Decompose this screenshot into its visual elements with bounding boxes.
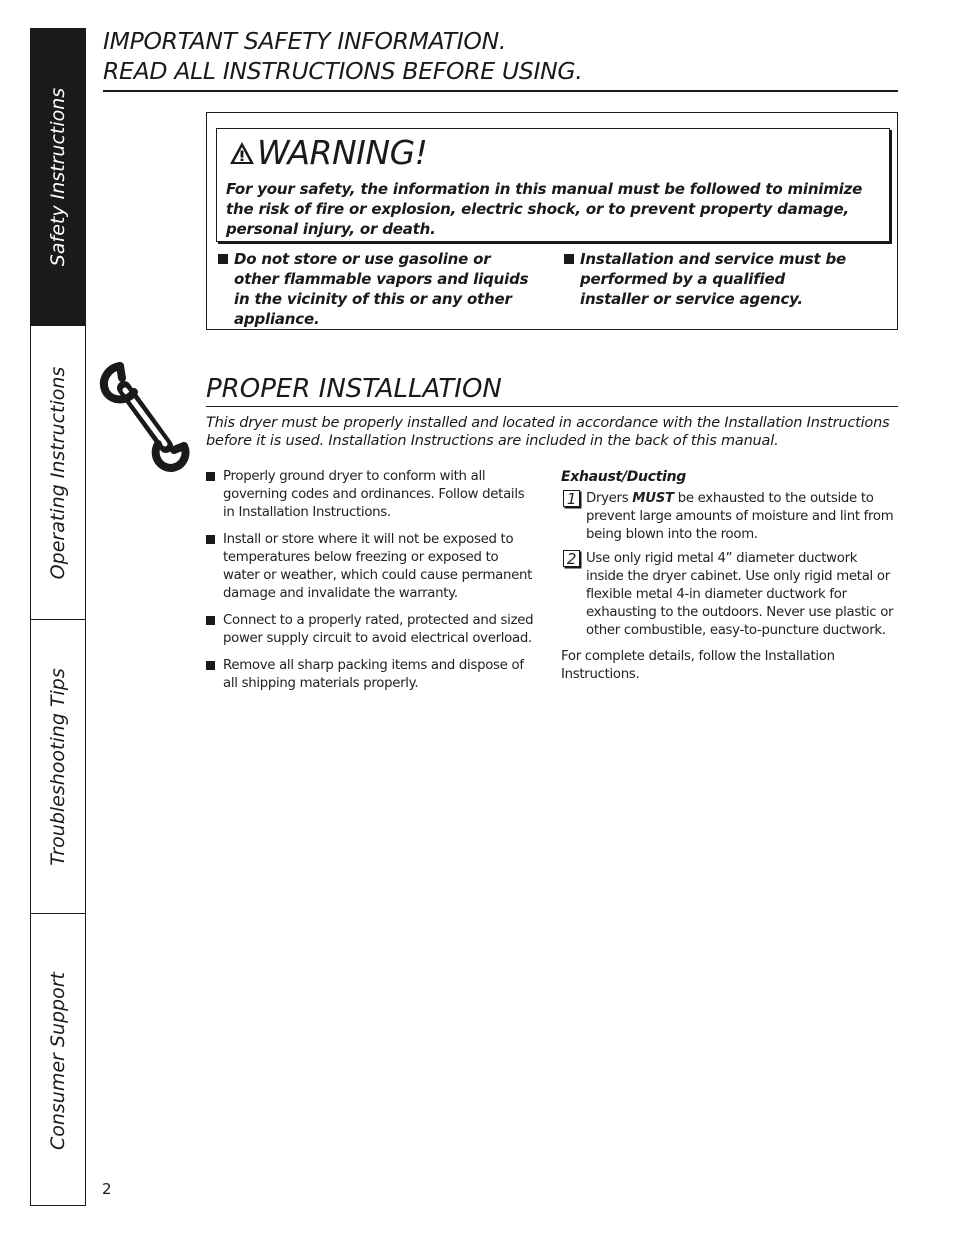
- warning-bullet: [218, 249, 538, 329]
- wrench-icon: [98, 362, 194, 474]
- step-number: 2: [563, 550, 580, 567]
- section-title: PROPER INSTALLATION: [206, 373, 898, 407]
- bullet-square-icon: [206, 472, 215, 481]
- list-item: [206, 657, 536, 693]
- bullet-square-icon: [206, 616, 215, 625]
- step-text: Dryers MUST be exhausted to the outside to prevent large amounts of moisture and lint from being blown into the room.: [586, 491, 894, 542]
- list-item: [206, 468, 536, 522]
- warning-text: For your safety, the information in this manual must be followed to minimize the risk of fire or explosion, electric shock, or to prevent property damage, personal injury, or death.: [226, 180, 863, 238]
- list-item: [206, 612, 536, 648]
- tab-label: Operating Instructions: [47, 366, 69, 579]
- list-item-text: Remove all sharp packing items and dispose of all shipping materials properly.: [223, 658, 524, 691]
- exhaust-step: [561, 490, 898, 544]
- exhaust-step: [561, 550, 898, 640]
- installation-bullet-list: [206, 468, 536, 702]
- tab-label: Consumer Support: [47, 971, 69, 1150]
- header-line-1: IMPORTANT SAFETY INFORMATION.: [103, 27, 507, 55]
- step-text: Use only rigid metal 4” diameter ductwork inside the dryer cabinet. Use only rigid metal or flexible metal 4-in diameter ductwork for exhausting to the outdoors. Never use plastic or other combustible, easy-to-puncture ductwork.: [586, 551, 894, 638]
- warning-bullet-text: Installation and service must be performed by a qualified installer or service agency.: [580, 250, 847, 308]
- tab-troubleshooting-tips[interactable]: [31, 620, 85, 914]
- bullet-square-icon: [218, 254, 228, 264]
- tab-label: Troubleshooting Tips: [47, 667, 69, 866]
- warning-inner-box: [216, 128, 890, 242]
- section-intro: This dryer must be properly installed and located in accordance with the Installation Instructions before it is used. Installation Instructions are included in the back of this manual.: [206, 415, 890, 449]
- exhaust-title: Exhaust/Ducting: [561, 469, 686, 485]
- tab-consumer-support[interactable]: [31, 914, 85, 1207]
- page-number: 2: [102, 1180, 112, 1198]
- step-emphasis: MUST: [632, 491, 674, 506]
- bullet-square-icon: [564, 254, 574, 264]
- warning-title-text: WARNING!: [257, 133, 428, 172]
- bullet-square-icon: [206, 535, 215, 544]
- tab-label: Safety Instructions: [47, 87, 69, 267]
- step-number: 1: [563, 490, 580, 507]
- tab-operating-instructions[interactable]: [31, 326, 85, 620]
- exhaust-footer: For complete details, follow the Installation Instructions.: [561, 649, 835, 682]
- header-line-2: READ ALL INSTRUCTIONS BEFORE USING.: [103, 57, 583, 85]
- list-item: [206, 531, 536, 603]
- list-item-text: Install or store where it will not be exposed to temperatures below freezing or exposed to water or weather, which could cause permanent damage and invalidate the warranty.: [223, 532, 533, 601]
- warning-bullet: [564, 249, 854, 309]
- side-tabs: [30, 28, 86, 1206]
- page-header: [103, 26, 898, 92]
- tab-safety-instructions[interactable]: [31, 29, 85, 326]
- warning-box: [206, 112, 898, 330]
- warning-title: [229, 133, 427, 172]
- list-item-text: Connect to a properly rated, protected and sized power supply circuit to avoid electrical overload.: [223, 613, 534, 646]
- list-item-text: Properly ground dryer to conform with all governing codes and ordinances. Follow details in Installation Instructions.: [223, 469, 525, 520]
- exhaust-ducting-section: [561, 468, 898, 684]
- bullet-square-icon: [206, 661, 215, 670]
- warning-triangle-icon: [229, 141, 255, 165]
- warning-bullet-text: Do not store or use gasoline or other flammable vapors and liquids in the vicinity of this or any other appliance.: [234, 250, 529, 328]
